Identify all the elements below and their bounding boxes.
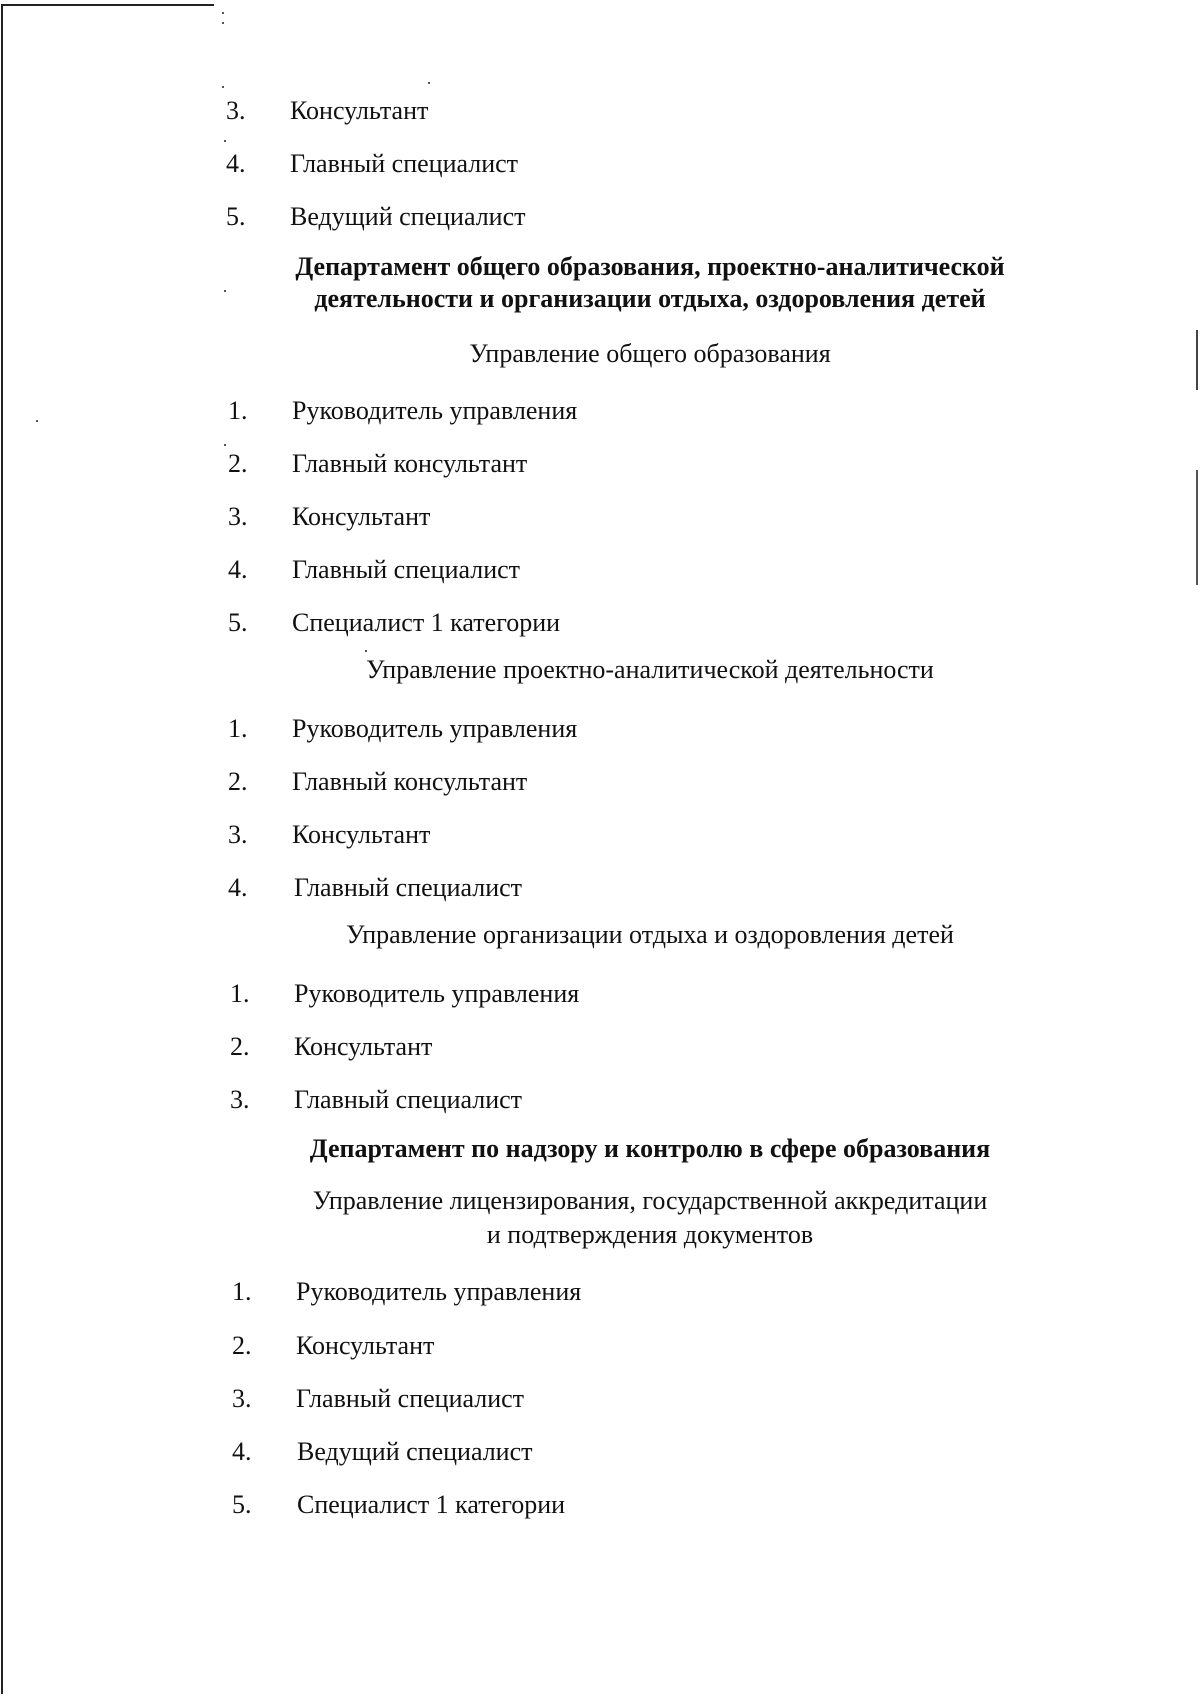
item-text: Ведущий специалист xyxy=(290,202,526,231)
scan-speck xyxy=(224,140,226,142)
item-text: Главный специалист xyxy=(294,1085,523,1114)
item-text: Ведущий специалист xyxy=(297,1437,533,1466)
department-heading: Департамент по надзору и контролю в сфере образования xyxy=(309,1134,991,1163)
item-number: 1. xyxy=(228,714,248,743)
scan-edge-left xyxy=(1,6,3,1694)
item-text: Руководитель управления xyxy=(294,979,580,1008)
item-text: Консультант xyxy=(296,1331,435,1360)
item-number: 3. xyxy=(230,1085,250,1114)
item-text: Главный специалист xyxy=(294,873,523,902)
scan-speck xyxy=(428,82,430,84)
scan-speck xyxy=(36,420,38,422)
item-text: Руководитель управления xyxy=(292,396,578,425)
scan-speck xyxy=(222,86,224,88)
item-number: 5. xyxy=(232,1490,252,1519)
item-number: 4. xyxy=(226,149,246,178)
scan-edge-top xyxy=(1,4,214,6)
item-text: Руководитель управления xyxy=(296,1277,582,1306)
item-text: Главный специалист xyxy=(292,555,521,584)
section-title xyxy=(200,1184,1100,1252)
item-number: 2. xyxy=(228,449,248,478)
item-number: 4. xyxy=(228,555,248,584)
item-number: 2. xyxy=(232,1331,252,1360)
scan-speck xyxy=(222,12,224,14)
item-number: 5. xyxy=(228,608,248,637)
item-number: 3. xyxy=(228,502,248,531)
item-text: Консультант xyxy=(292,820,431,849)
item-number: 4. xyxy=(232,1437,252,1466)
scan-speck xyxy=(222,22,224,24)
section-title-line: Управление лицензирования, государственной аккредитации xyxy=(312,1186,988,1215)
item-number: 3. xyxy=(228,820,248,849)
item-text: Главный консультант xyxy=(292,449,528,478)
section-title: Управление общего образования xyxy=(469,339,831,368)
item-text: Специалист 1 категории xyxy=(292,608,561,637)
scan-speck xyxy=(365,650,367,652)
item-text: Главный специалист xyxy=(296,1384,525,1413)
section-title-line: и подтверждения документов xyxy=(486,1220,814,1249)
item-number: 3. xyxy=(226,96,246,125)
item-text: Консультант xyxy=(292,502,431,531)
item-text: Специалист 1 категории xyxy=(297,1490,566,1519)
section-title: Управление организации отдыха и оздоровления детей xyxy=(346,920,954,949)
department-heading-line: деятельности и организации отдыха, оздоровления детей xyxy=(314,284,986,313)
item-text: Главный специалист xyxy=(290,149,519,178)
scan-edge-right xyxy=(1196,470,1198,585)
item-text: Консультант xyxy=(290,96,429,125)
item-text: Консультант xyxy=(294,1032,433,1061)
section-title: Управление проектно-аналитической деятельности xyxy=(366,655,934,684)
item-number: 2. xyxy=(230,1032,250,1061)
item-number: 3. xyxy=(232,1384,252,1413)
item-text: Главный консультант xyxy=(292,767,528,796)
item-number: 2. xyxy=(228,767,248,796)
scan-speck xyxy=(224,444,226,446)
item-number: 5. xyxy=(226,202,246,231)
scan-edge-right xyxy=(1196,330,1198,390)
item-number: 1. xyxy=(232,1277,252,1306)
department-heading-line: Департамент общего образования, проектно-аналитической xyxy=(295,252,1005,281)
item-number: 1. xyxy=(230,979,250,1008)
item-number: 4. xyxy=(228,873,248,902)
item-number: 1. xyxy=(228,396,248,425)
department-heading xyxy=(200,251,1100,315)
item-text: Руководитель управления xyxy=(292,714,578,743)
